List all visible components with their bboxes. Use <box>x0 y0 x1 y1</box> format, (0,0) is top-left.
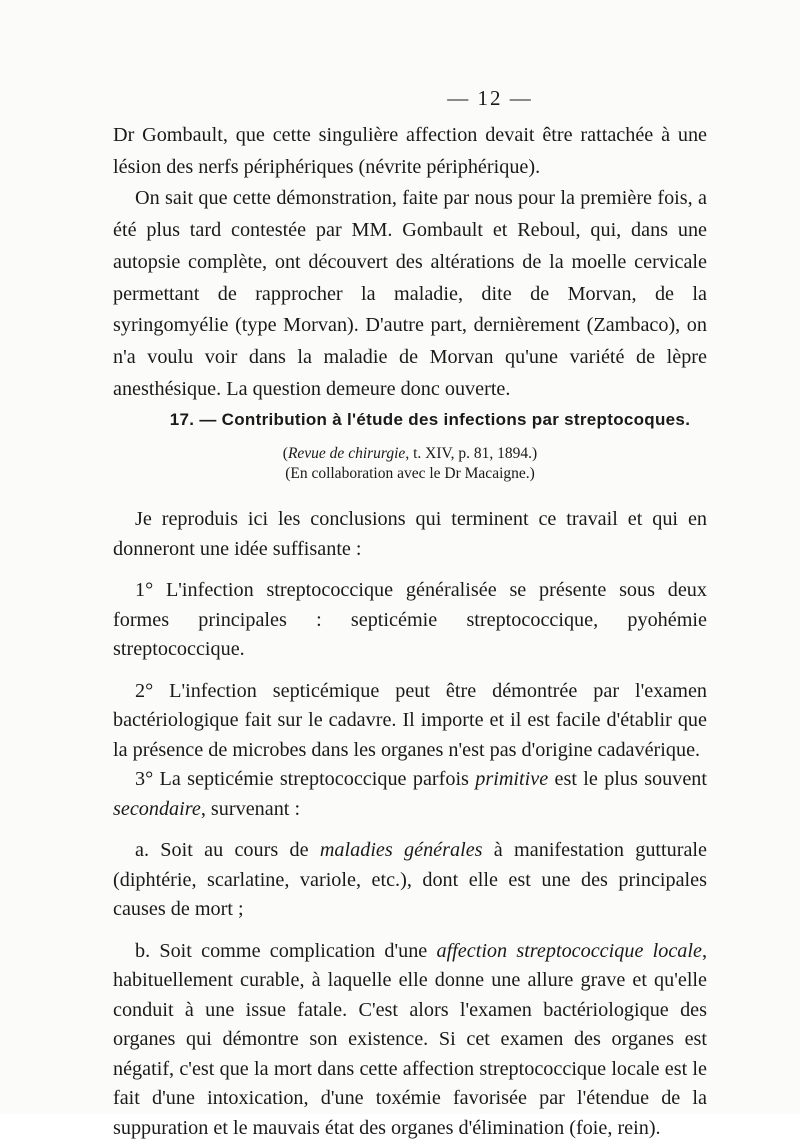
page-number: — 12 — <box>0 86 800 111</box>
intro-paragraph-1: Dr Gombault, que cette singulière affection devait être rattachée à une lésion des nerfs périphériques (névrite périphérique). <box>113 120 707 183</box>
conclusion-2: 2° L'infection septicémique peut être démontrée par l'examen bactériologique fait sur le cadavre. Il importe et il est facile d'établir que la présence de microbes dans les organes n'est pas d'origine cadavérique. <box>113 677 707 766</box>
conclusion-3: 3° La septicémie streptococcique parfois primitive est le plus souvent secondaire, survenant : <box>113 765 707 824</box>
journal-name: Revue de chirurgie <box>288 445 405 462</box>
conclusion-3b: b. Soit comme complication d'une affection streptococcique locale, habituellement curable, à laquelle elle donne une allure grave et qu'elle conduit à une issue fatale. C'est alors l'examen bactériologique des organes qui démontre son existence. Si cet examen des organes est négatif, c'est que la mort dans cette affection streptococcique locale est le fait d'une intoxication, d'une toxémie favorisée par l'étendue de la suppuration et le mauvais état des organes d'élimination (foie, rein). <box>113 937 707 1143</box>
section-reference: (Revue de chirurgie, t. XIV, p. 81, 1894.) <box>113 444 707 464</box>
intro-paragraph-2: On sait que cette démonstration, faite par nous pour la première fois, a été plus tard contestée par MM. Gombault et Reboul, qui, dans une autopsie complète, ont découvert des altérations de la moelle cervicale permettant de rapprocher la maladie, dite de Morvan, de la syringomyélie (type Morvan). D'autre part, dernièrement (Zambaco), on n'a voulu voir dans la maladie de Morvan qu'une variété de lèpre anesthésique. La question demeure donc ouverte. <box>113 183 707 405</box>
section-heading <box>113 410 707 484</box>
intro-text <box>113 120 707 405</box>
section-collaboration: (En collaboration avec le Dr Macaigne.) <box>113 464 707 484</box>
conclusions-lead: Je reproduis ici les conclusions qui terminent ce travail et qui en donneront une idée suffisante : <box>113 505 707 564</box>
conclusions-text <box>113 505 707 1143</box>
conclusion-3a: a. Soit au cours de maladies générales à manifestation gutturale (diphtérie, scarlatine, variole, etc.), dont elle est une des principales causes de mort ; <box>113 836 707 925</box>
conclusion-1: 1° L'infection streptococcique généralisée se présente sous deux formes principales : septicémie streptococcique, pyohémie streptococcique. <box>113 576 707 665</box>
section-title: 17. — Contribution à l'étude des infections par streptocoques. <box>113 410 707 430</box>
